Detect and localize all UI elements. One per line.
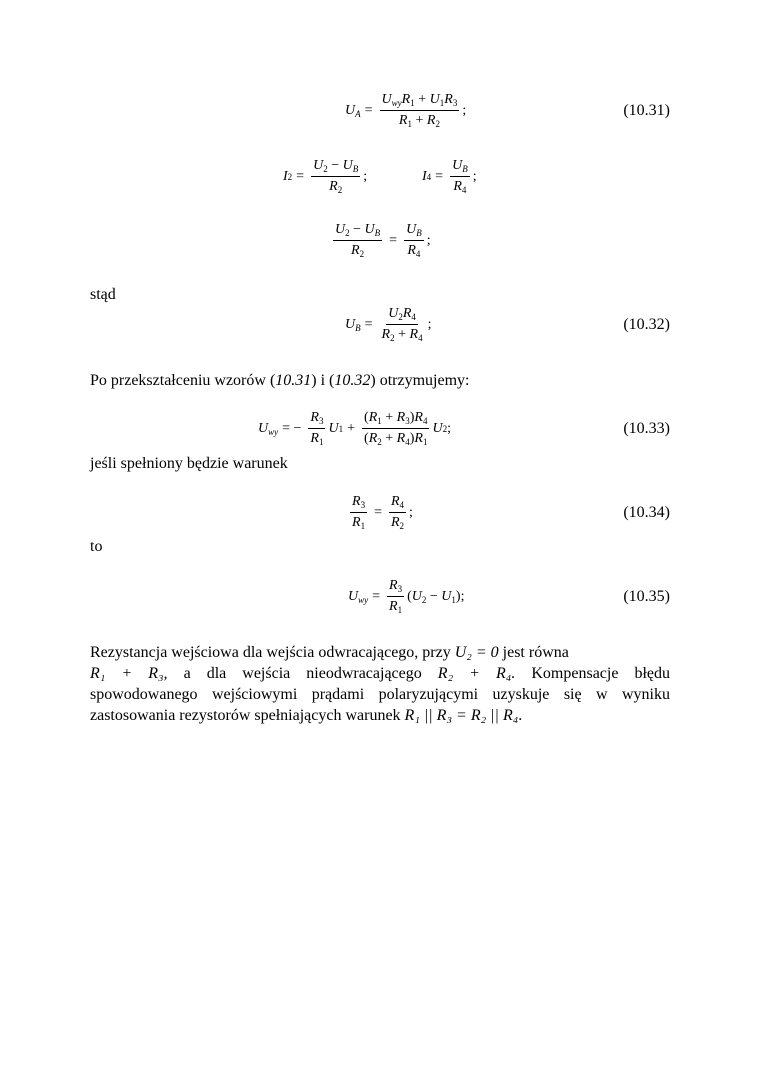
paragraph-line-2 (90, 663, 670, 684)
text-to: to (90, 538, 103, 555)
ref-10-31: 10.31 (275, 372, 312, 389)
equation-10-32: $U_B$ = $\frac{U_2R_4}{R_2 + R_4}$ ; (345, 306, 432, 343)
po-suffix: ) otrzymujemy: (370, 372, 470, 389)
line1-text-a: Rezystancja wejściowa dla wejścia odwracającego, przy (90, 644, 451, 661)
equation-number-10-34: (10.34) (623, 504, 670, 521)
line1-equation: U₂ = 0 (454, 644, 499, 661)
equation-number-10-32: (10.32) (623, 316, 670, 333)
equation-10-33: $U_{wy}$ = − $\frac{R_3}{R_1}$ U 1 + $\frac{(R_1 + R_3)R_4}{(R_2 + R_4)R_1}$ U 2 ; (258, 410, 451, 447)
po-prefix: Po przekształceniu wzorów ( (90, 372, 276, 389)
equation-number-10-35: (10.35) (623, 588, 670, 605)
line4-text-a: zastosowania rezystorów spełniających warunek (90, 707, 401, 724)
text-po-przeksztalceniu (90, 372, 469, 390)
line2-r2r4: R₂ + R₄. (437, 665, 516, 682)
equation-10-34: $\frac{R_3}{R_1}$ = $\frac{R_4}{R_2}$ ; (352, 494, 413, 531)
paragraph-line-1 (90, 642, 670, 663)
equation-i2: I 2 = $\frac{U_2 - U_B}{R_2}$ ; (283, 158, 368, 195)
equation-i4: I 4 = $\frac{U_B}{R_4}$ ; (422, 158, 477, 195)
paragraph-resistance (90, 642, 670, 726)
paragraph-line-3: spowodowanego wejściowymi prądami polaryzującymi uzyskuje się w wyniku (90, 686, 670, 703)
equation-10-35: $U_{wy}$ = $\frac{R_3}{R_1}$ $(U_2 - U_1)$; (348, 578, 465, 615)
equation-current-balance: $\frac{U_2 - U_B}{R_2}$ = $\frac{U_B}{R_4}$ ; (335, 222, 431, 259)
equation-10-31: $U_A$ = $\frac{U_{wy}R_1 + U_1R_3}{R_1 + R_2}$ ; (345, 92, 467, 129)
line2-text-b: Kompensacje błędu (531, 665, 671, 682)
line2-text-a: a dla wejścia nieodwracającego (183, 665, 422, 682)
po-middle: ) i ( (311, 372, 335, 389)
line2-r1r3: R₁ + R₃, (90, 665, 168, 682)
equation-number-10-31: (10.31) (623, 102, 670, 119)
line4-end: . (518, 707, 523, 724)
line1-text-b: jest równa (502, 644, 569, 661)
equation-number-10-33: (10.33) (623, 420, 670, 437)
text-stad: stąd (90, 286, 116, 303)
text-jesli: jeśli spełniony będzie warunek (90, 455, 288, 472)
line4-equation: R₁ || R₃ = R₂ || R₄ (404, 707, 519, 724)
ref-10-32: 10.32 (334, 372, 371, 389)
paragraph-line-4 (90, 705, 670, 726)
